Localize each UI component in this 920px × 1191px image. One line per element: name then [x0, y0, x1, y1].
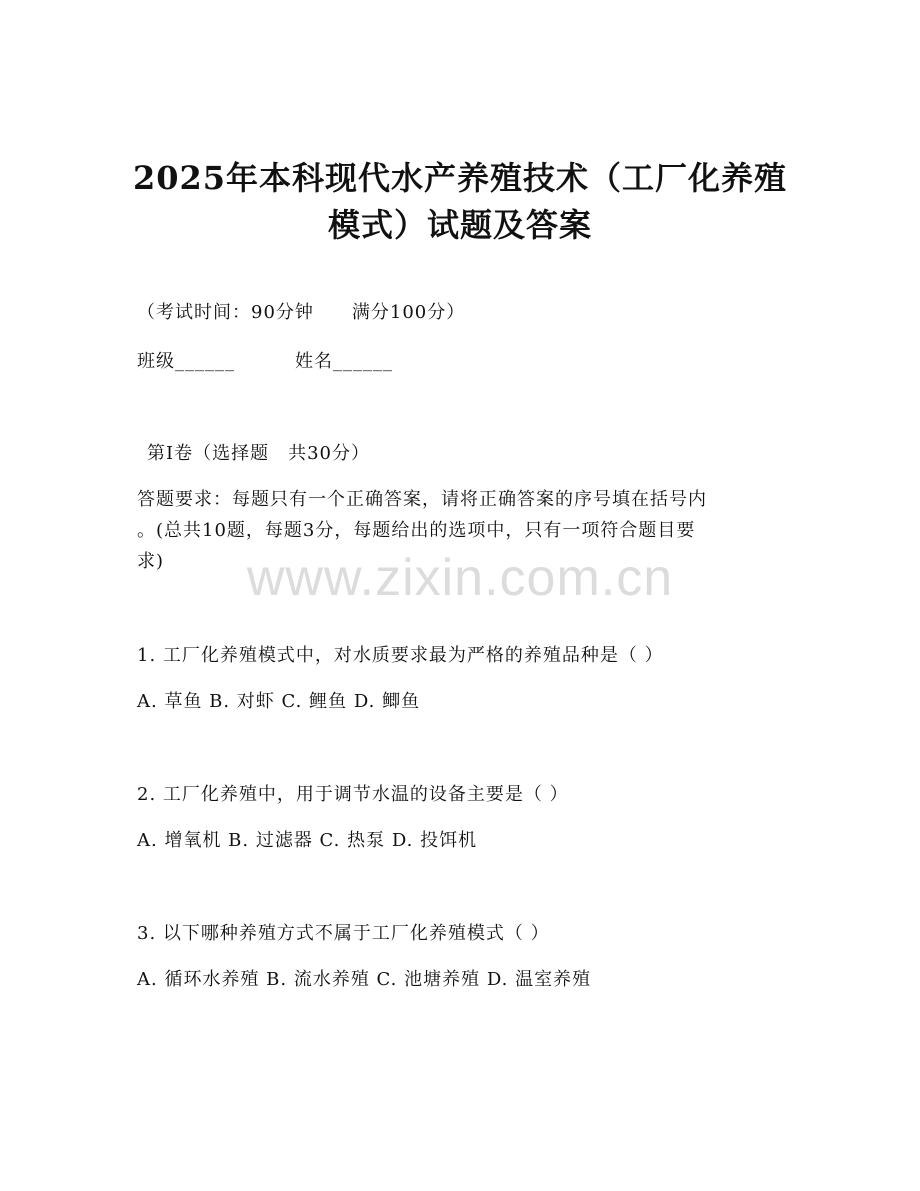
question-2-text: 2. 工厂化养殖中，用于调节水温的设备主要是（ ）	[137, 784, 569, 805]
instructions-line-1: 答题要求：每题只有一个正确答案，请将正确答案的序号填在括号内	[137, 489, 707, 510]
document-title-line-2: 模式）试题及答案	[327, 206, 592, 244]
watermark: www.zixin.com.cn	[246, 549, 674, 607]
question-1-text: 1. 工厂化养殖模式中，对水质要求最为严格的养殖品种是（ ）	[137, 645, 664, 666]
document-title-line-1: 2025年本科现代水产养殖技术（工厂化养殖	[132, 159, 788, 197]
name-field-label: 姓名______	[295, 351, 393, 372]
question-3-options: A. 循环水养殖 B. 流水养殖 C. 池塘养殖 D. 温室养殖	[137, 969, 592, 990]
instructions-line-3: 求)	[137, 551, 165, 572]
question-3-text: 3. 以下哪种养殖方式不属于工厂化养殖模式（ ）	[137, 923, 550, 944]
question-1-options: A. 草鱼 B. 对虾 C. 鲤鱼 D. 鲫鱼	[137, 691, 421, 712]
question-2-options: A. 增氧机 B. 过滤器 C. 热泵 D. 投饵机	[137, 830, 478, 851]
exam-info: （考试时间：90分钟 满分100分）	[137, 302, 466, 323]
class-field-label: 班级______	[137, 351, 235, 372]
instructions-line-2: 。(总共10题，每题3分，每题给出的选项中，只有一项符合题目要	[137, 520, 696, 541]
section-title: 第I卷（选择题 共30分）	[147, 443, 371, 464]
